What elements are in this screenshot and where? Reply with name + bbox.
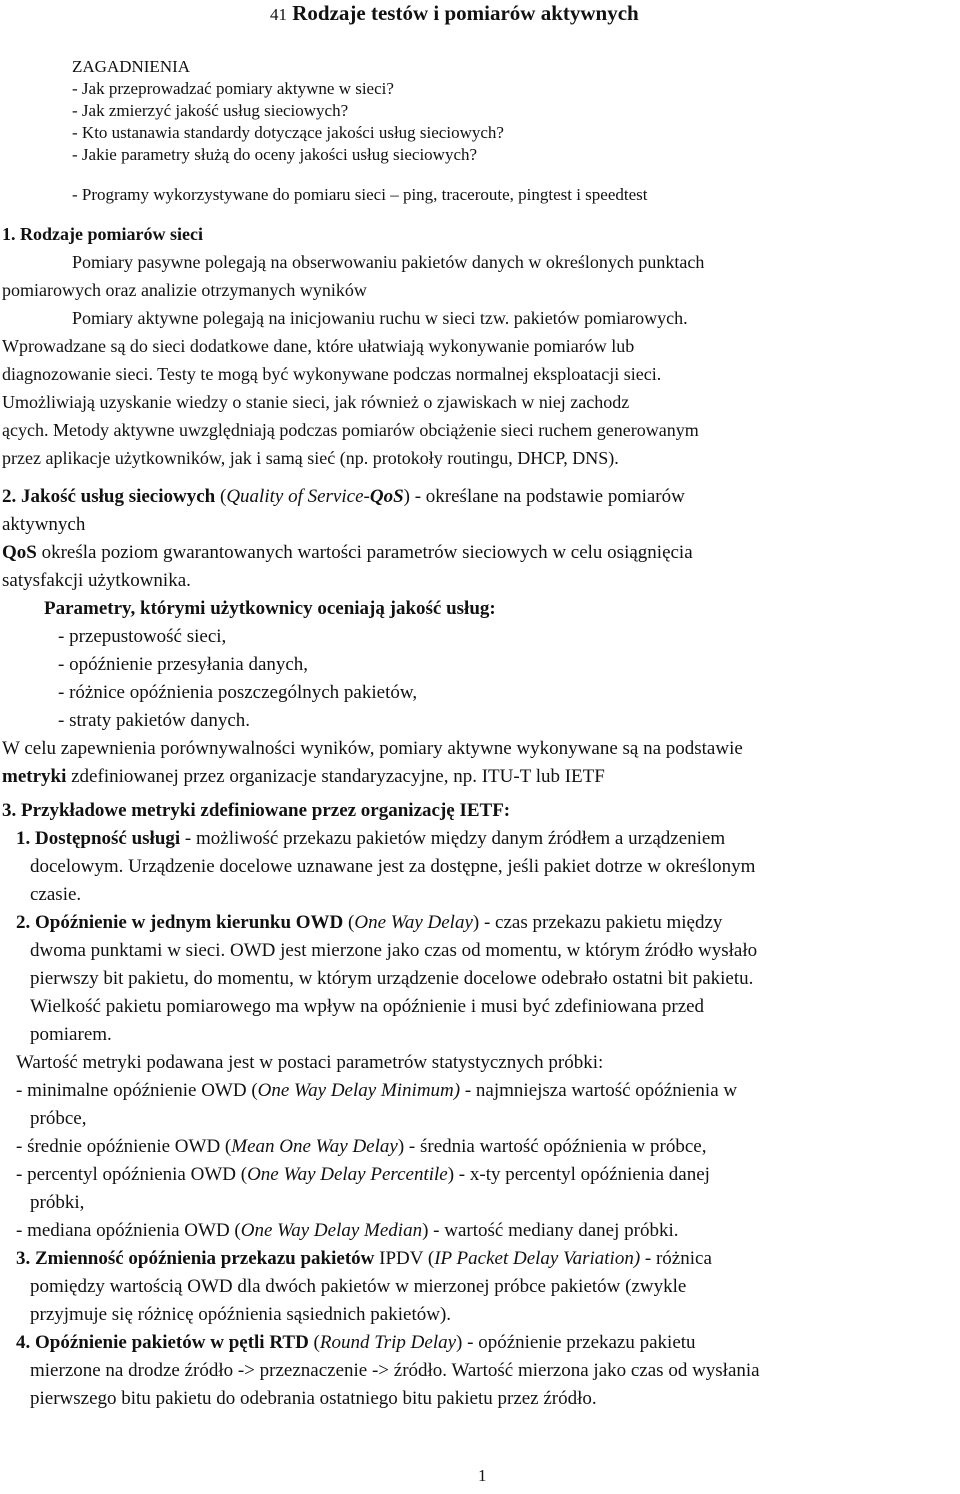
page-number: 1 (478, 1466, 487, 1485)
parameter-item: - przepustowość sieci, (58, 626, 227, 647)
metric-3-italic: IP Packet Delay Variation) (434, 1248, 641, 1269)
paragraph-line: próbki, (30, 1192, 85, 1213)
metric-3-line (16, 1246, 712, 1272)
qos-term: QoS (2, 542, 37, 563)
paragraph-line: satysfakcji użytkownika. (2, 570, 191, 591)
paragraph-line: mierzone na drodze źródło -> przeznaczenie -> źródło. Wartość mierzona jako czas od wysłania (30, 1360, 760, 1381)
metric-4-line (16, 1330, 696, 1356)
paragraph-line: diagnozowanie sieci. Testy te mogą być wykonywane podczas normalnej eksploatacji sieci. (2, 364, 662, 384)
paragraph-line: pierwszy bit pakietu, do momentu, w którym urządzenie docelowe odebrało ostatni bit pakietu. (30, 968, 754, 989)
metric-4-italic: Round Trip Delay (319, 1332, 457, 1353)
paragraph-line: czasie. (30, 884, 82, 905)
parameter-item: - straty pakietów danych. (58, 710, 251, 731)
stat-text: - percentyl opóźnienia OWD ( (16, 1164, 248, 1185)
section-2-heading (2, 484, 685, 510)
agenda-item: - Programy wykorzystywane do pomiaru sieci – ping, traceroute, pingtest i speedtest (72, 185, 648, 204)
paragraph-line: pomiarem. (30, 1024, 112, 1045)
metric-3-label: 3. Zmienność opóźnienia przekazu pakietów (16, 1248, 375, 1269)
agenda-item: - Jak zmierzyć jakość usług sieciowych? (72, 101, 349, 120)
paragraph-line: przyjmuje się różnicę opóźnienia sąsiednich pakietów). (30, 1304, 452, 1325)
chapter-title: Rodzaje testów i pomiarów aktywnych (292, 1, 639, 25)
paragraph-line: Umożliwiają uzyskanie wiedzy o stanie sieci, jak również o zjawiskach w niej zachodz (2, 392, 630, 412)
section-2-heading-rest: ) - określane na podstawie pomiarów (403, 486, 685, 507)
stat-item (16, 1162, 710, 1188)
page-title (270, 0, 639, 28)
metric-1-text: - możliwość przekazu pakietów między danym źródłem a urządzeniem (180, 828, 726, 849)
closing-text: zdefiniowanej przez organizacje standaryzacyjne, np. ITU-T lub IETF (71, 766, 605, 787)
metric-3-text: - różnica (640, 1248, 712, 1269)
stat-text: - najmniejsza wartość opóźnienia w (460, 1080, 738, 1101)
metric-4-label: 4. Opóźnienie pakietów w pętli RTD (16, 1332, 309, 1353)
agenda-item: - Jak przeprowadzać pomiary aktywne w sieci? (72, 79, 394, 98)
stat-text: ) - x-ty percentyl opóźnienia danej (447, 1164, 710, 1185)
paragraph-line: przez aplikacje użytkowników, jak i samą sieć (np. protokoły routingu, DHCP, DNS). (2, 448, 619, 468)
stat-item (16, 1078, 737, 1104)
metric-2-text: ) - czas przekazu pakietu między (472, 912, 723, 933)
paragraph-line: pomiarowych oraz analizie otrzymanych wyników (2, 280, 367, 300)
stat-text: - mediana opóźnienia OWD ( (16, 1220, 241, 1241)
paragraph-line: pomiędzy wartością OWD dla dwóch pakietów w mierzonej próbce pakietów (zwykle (30, 1276, 687, 1297)
paragraph-line: pierwszego bitu pakietu do odebrania ostatniego bitu pakietu przez źródło. (30, 1388, 597, 1409)
stat-italic: Mean One Way Delay (231, 1136, 398, 1157)
metric-4-text: ) - opóźnienie przekazu pakietu (456, 1332, 696, 1353)
paragraph-line: Wprowadzane są do sieci dodatkowe dane, które ułatwiają wykonywanie pomiarów lub (2, 336, 635, 356)
metric-2-label: 2. Opóźnienie w jednym kierunku OWD (16, 912, 344, 933)
paragraph-line: Pomiary aktywne polegają na inicjowaniu ruchu w sieci tzw. pakietów pomiarowych. (72, 308, 688, 328)
section-2-number: 2. (2, 486, 17, 507)
agenda-item: - Jakie parametry służą do oceny jakości usług sieciowych? (72, 145, 478, 164)
paren-open: ( (220, 486, 227, 507)
stat-item (16, 1218, 679, 1244)
paragraph-line: ących. Metody aktywne uwzględniają podczas pomiarów obciążenie sieci ruchem generowanym (2, 420, 699, 440)
parameters-heading: Parametry, którymi użytkownicy oceniają jakość usług: (44, 598, 496, 619)
metric-term: metryki (2, 766, 67, 787)
paragraph-line: próbce, (30, 1108, 87, 1129)
paragraph-line: docelowym. Urządzenie docelowe uznawane jest za dostępne, jeśli pakiet dotrze w określonym (30, 856, 756, 877)
stat-text: - minimalne opóźnienie OWD ( (16, 1080, 258, 1101)
metric-1-line (16, 826, 725, 852)
section-1-heading: 1. Rodzaje pomiarów sieci (2, 224, 203, 244)
metric-1-label: 1. Dostępność usługi (16, 828, 181, 849)
paragraph-line: Pomiary pasywne polegają na obserwowaniu pakietów danych w określonych punktach (72, 252, 705, 272)
parameter-item: - opóźnienie przesyłania danych, (58, 654, 309, 675)
qos-acronym: QoS (369, 486, 404, 507)
metric-2-line (16, 910, 722, 936)
paragraph-line (2, 764, 605, 790)
paren-open: ( (343, 912, 355, 933)
paragraph-line (2, 540, 693, 566)
stat-text: - średnie opóźnienie OWD ( (16, 1136, 232, 1157)
stat-text: ) - wartość mediany danej próbki. (422, 1220, 679, 1241)
qos-definition: określa poziom gwarantowanych wartości parametrów sieciowych w celu osiągnięcia (41, 542, 693, 563)
metric-2-italic: One Way Delay (354, 912, 473, 933)
stat-italic: One Way Delay Minimum) (257, 1080, 461, 1101)
metric-3-text: IPDV ( (374, 1248, 435, 1269)
stat-italic: One Way Delay Percentile (247, 1164, 448, 1185)
paragraph-line: W celu zapewnienia porównywalności wyników, pomiary aktywne wykonywane są na podstawie (2, 738, 743, 759)
parameter-item: - różnice opóźnienia poszczególnych pakietów, (58, 682, 418, 703)
qos-expansion: Quality of Service- (226, 486, 370, 507)
paragraph-line: Wielkość pakietu pomiarowego ma wpływ na opóźnienie i musi być zdefiniowana przed (30, 996, 705, 1017)
section-3-heading: 3. Przykładowe metryki zdefiniowane przez organizację IETF: (2, 800, 511, 821)
paren-open: ( (308, 1332, 320, 1353)
stat-item (16, 1134, 706, 1160)
paragraph-line: aktywnych (2, 514, 86, 535)
stat-italic: One Way Delay Median (240, 1220, 423, 1241)
paragraph-line: Wartość metryki podawana jest w postaci parametrów statystycznych próbki: (16, 1052, 604, 1073)
agenda-heading: ZAGADNIENIA (72, 57, 191, 76)
stat-text: ) - średnia wartość opóźnienia w próbce, (397, 1136, 707, 1157)
chapter-number: 41 (270, 5, 287, 24)
paragraph-line: dwoma punktami w sieci. OWD jest mierzone jako czas od momentu, w którym źródło wysłało (30, 940, 758, 961)
section-2-title: Jakość usług sieciowych (21, 486, 216, 507)
agenda-item: - Kto ustanawia standardy dotyczące jakości usług sieciowych? (72, 123, 504, 142)
